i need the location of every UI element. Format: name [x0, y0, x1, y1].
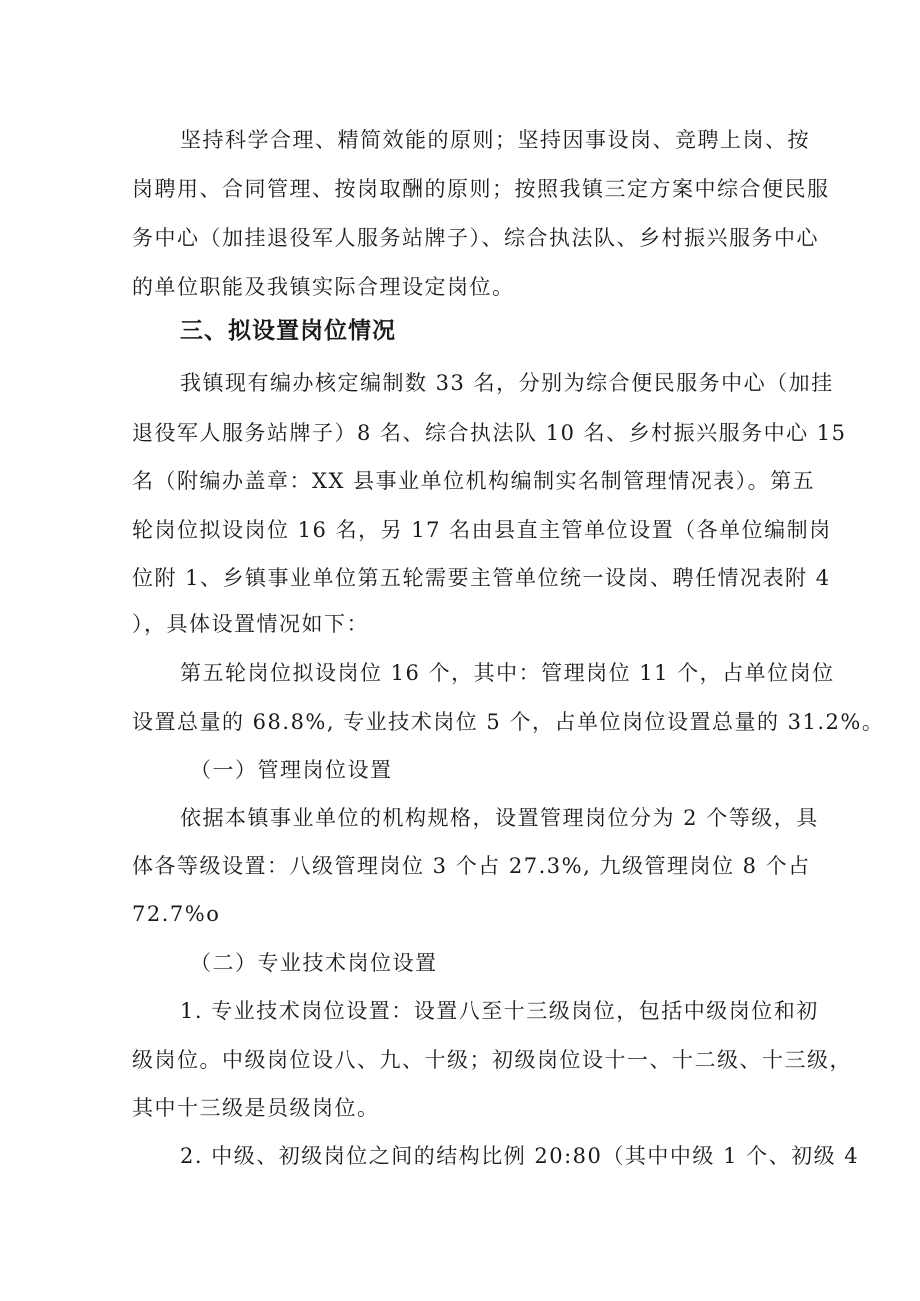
text-line: 轮岗位拟设岗位 16 名，另 17 名由县直主管单位设置（各单位编制岗 [132, 518, 832, 542]
text-line: 体各等级设置：八级管理岗位 3 个占 27.3%, 九级管理岗位 8 个占 [132, 854, 811, 878]
text-line: 1. 专业技术岗位设置：设置八至十三级岗位，包括中级岗位和初 [180, 999, 819, 1023]
text-line: 的单位职能及我镇实际合理设定岗位。 [132, 275, 515, 299]
text-line: 第五轮岗位拟设岗位 16 个，其中：管理岗位 11 个，占单位岗位 [180, 661, 835, 685]
subheading-technical: （二）专业技术岗位设置 [190, 951, 438, 975]
text-line: 名（附编办盖章：XX 县事业单位机构编制实名制管理情况表）。第五 [132, 469, 816, 493]
subheading-management: （一）管理岗位设置 [190, 758, 393, 782]
text-line: ），具体设置情况如下： [132, 612, 369, 636]
text-line: 其中十三级是员级岗位。 [132, 1096, 380, 1120]
text-line: 务中心（加挂退役军人服务站牌子）、综合执法队、乡村振兴服务中心 [132, 226, 819, 250]
text-line: 位附 1、乡镇事业单位第五轮需要主管单位统一设岗、聘任情况表附 4 [132, 566, 831, 590]
text-line: 设置总量的 68.8%, 专业技术岗位 5 个，占单位岗位设置总量的 31.2%。 [132, 710, 885, 734]
text-line: 退役军人服务站牌子）8 名、综合执法队 10 名、乡村振兴服务中心 15 [132, 421, 847, 445]
text-line: 2. 中级、初级岗位之间的结构比例 20:80（其中中级 1 个、初级 4 [180, 1144, 860, 1168]
text-line: 我镇现有编办核定编制数 33 名，分别为综合便民服务中心（加挂 [180, 371, 834, 395]
section-heading: 三、拟设置岗位情况 [180, 318, 396, 344]
text-line: 坚持科学合理、精简效能的原则；坚持因事设岗、竞聘上岗、按 [180, 128, 810, 152]
text-line: 依据本镇事业单位的机构规格，设置管理岗位分为 2 个等级，具 [180, 806, 819, 830]
text-line: 级岗位。中级岗位设八、九、十级；初级岗位设十一、十二级、十三级， [132, 1048, 852, 1072]
text-line: 72.7%o [132, 902, 221, 926]
text-line: 岗聘用、合同管理、按岗取酬的原则；按照我镇三定方案中综合便民服 [132, 177, 830, 201]
